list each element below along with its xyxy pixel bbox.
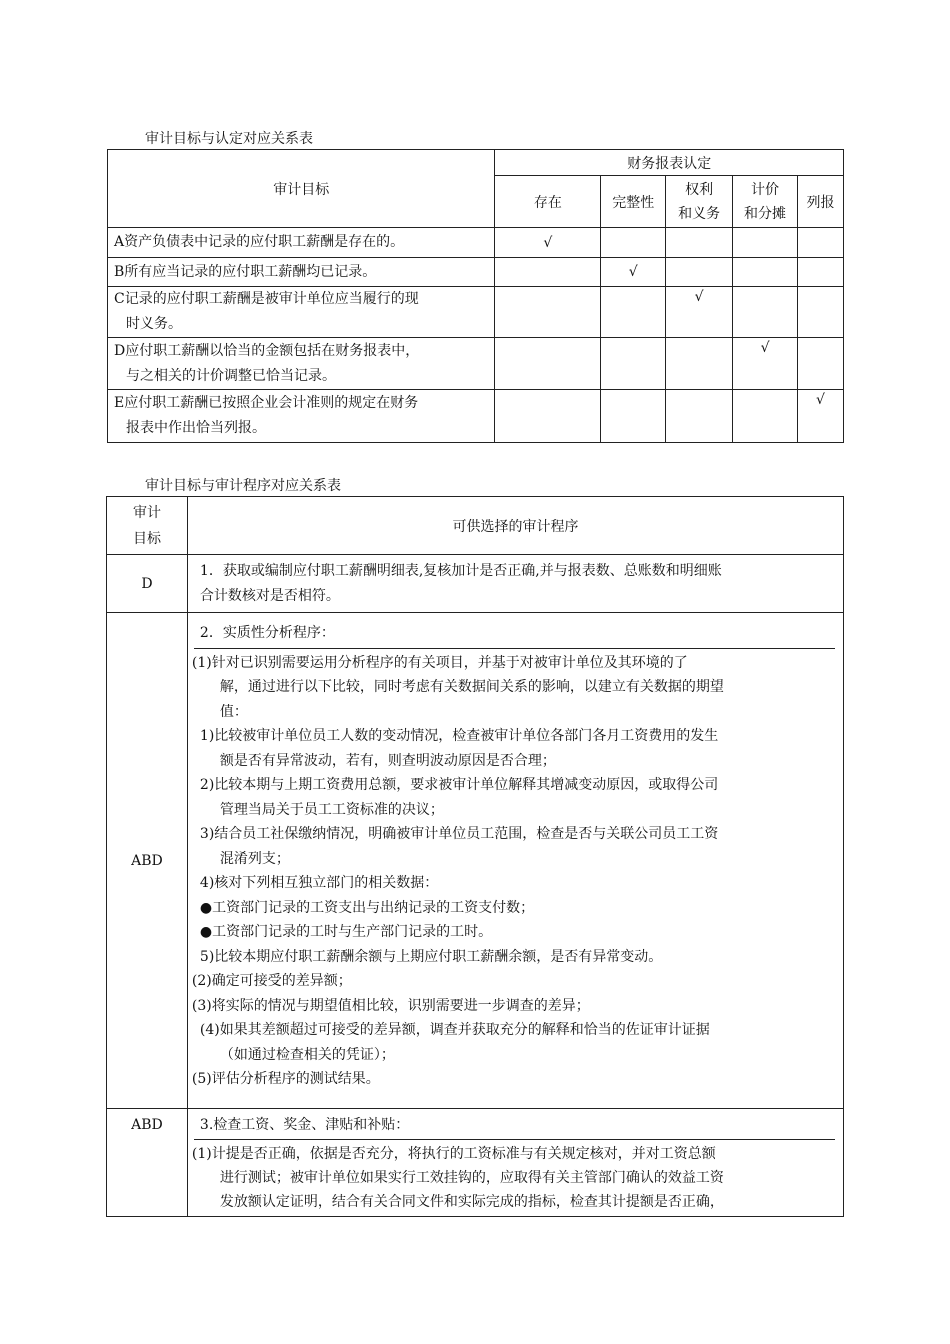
table-row: [108, 287, 844, 338]
table-row: [108, 338, 844, 390]
check-mark: √: [495, 228, 601, 258]
col-rights-obligations: 权利 和义务: [666, 176, 733, 228]
procedure-1: 1．获取或编制应付职工薪酬明细表,复核加计是否正确,并与报表数、总账数和明细账 合计数核对是否相符。: [187, 555, 843, 613]
procedure-3: 3.检查工资、奖金、津贴和补贴： (1)计提是否正确，依据是否充分，将执行的工资标准与有关规定核对，并对工资总额 进行测试；被审计单位如果实行工效挂钩的，应取得有关主管部门确认的效益工资 发放额认定证明，结合有关合同文件和实际完成的指标，检查其计提额是否正确，: [187, 1109, 843, 1217]
check-mark: √: [733, 338, 798, 390]
divider: [194, 1139, 835, 1140]
header-assertions: 财务报表认定: [495, 150, 844, 176]
table-row: [107, 613, 844, 1109]
objective-c: C记录的应付职工薪酬是被审计单位应当履行的现 时义务。: [108, 287, 495, 338]
check-mark: √: [798, 390, 844, 443]
col-presentation: 列报: [798, 176, 844, 228]
check-mark: √: [601, 258, 666, 287]
col-existence: 存在: [495, 176, 601, 228]
table-row: [108, 228, 844, 258]
row2-objective: ABD: [107, 613, 188, 1109]
objective-b: B所有应当记录的应付职工薪酬均已记录。: [108, 258, 495, 287]
row1-objective: D: [107, 555, 188, 613]
table2-caption: 审计目标与审计程序对应关系表: [145, 478, 341, 494]
header-obj: 审计 目标: [107, 497, 188, 555]
table-row: [108, 390, 844, 443]
row3-objective: ABD: [107, 1109, 188, 1217]
procedure-table: [106, 496, 844, 1217]
objective-d: D应付职工薪酬以恰当的金额包括在财务报表中， 与之相关的计价调整已恰当记录。: [108, 338, 495, 390]
table-row: [107, 1109, 844, 1217]
assertion-table: [107, 149, 844, 443]
header-objective: 审计目标: [108, 150, 495, 228]
objective-e: E应付职工薪酬已按照企业会计准则的规定在财务 报表中作出恰当列报。: [108, 390, 495, 443]
header-procedures: 可供选择的审计程序: [187, 497, 843, 555]
table1-caption: 审计目标与认定对应关系表: [145, 131, 313, 147]
objective-a: A资产负债表中记录的应付职工薪酬是存在的。: [108, 228, 495, 258]
check-mark: √: [666, 287, 733, 338]
procedure-2: 2．实质性分析程序： (1)针对已识别需要运用分析程序的有关项目，并基于对被审计单位及其环境的了 解，通过进行以下比较，同时考虑有关数据间关系的影响，以建立有关数据的期望 值： 1)比较被审计单位员工人数的变动情况，检查被审计单位各部门各月工资费用的发生 额是否有异常波动，若有，则查明波动原因是否合理； 2)比较本期与上期工资费用总额，要求被审计单位解释其增减变动原因，或取得公司 管理当局关于员工工资标准的决议； 3)结合员工社保缴纳情况，明确被审计单位员工范围，检查是否与关联公司员工工资 混淆列支； 4)核对下列相互独立部门的相关数据： ●工资部门记录的工资支出与出纳记录的工资支付数； ●工资部门记录的工时与生产部门记录的工时。 5)比较本期应付职工薪酬余额与上期应付职工薪酬余额，是否有异常变动。 (2)确定可接受的差异额； (3)将实际的情况与期望值相比较，识别需要进一步调查的差异； (4)如果其差额超过可接受的差异额，调查并获取充分的解释和恰当的佐证审计证据 （如通过检查相关的凭证）； (5)评估分析程序的测试结果。: [187, 613, 843, 1109]
divider: [194, 648, 835, 649]
table-row: [107, 555, 844, 613]
col-completeness: 完整性: [601, 176, 666, 228]
table-row: [108, 258, 844, 287]
col-valuation: 计价 和分摊: [733, 176, 798, 228]
